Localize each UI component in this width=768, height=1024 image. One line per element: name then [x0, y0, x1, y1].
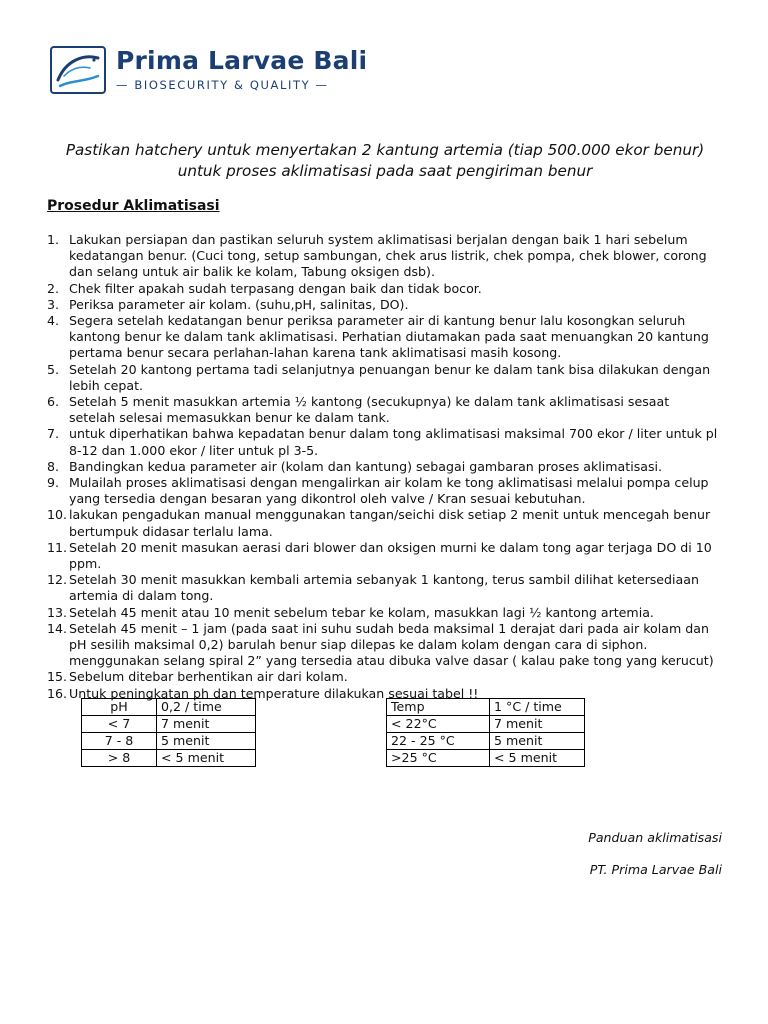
table-row — [82, 733, 256, 750]
step-text: Sebelum ditebar berhentikan air dari kolam. — [69, 669, 348, 685]
table-cell: < 5 menit — [490, 750, 585, 767]
step-number: 9. — [47, 475, 60, 491]
brand-name: Prima Larvae Bali — [116, 46, 368, 75]
step-number: 12. — [47, 572, 68, 588]
step-text: Untuk peningkatan ph dan temperature dilakukan sesuai tabel !! — [69, 685, 479, 701]
step-number: 15. — [47, 669, 68, 685]
table-header-row — [82, 699, 256, 716]
table-header-cell: Temp — [387, 699, 490, 716]
table-header-cell: pH — [82, 699, 157, 716]
table-header-row — [387, 699, 585, 716]
step-number: 5. — [47, 361, 60, 377]
step-number: 4. — [47, 313, 60, 329]
step-item — [47, 605, 719, 621]
step-text: lakukan pengadukan manual menggunakan tangan/seichi disk setiap 2 menit untuk mencegah benur bertumpuk didasar terlalu lama. — [69, 507, 711, 539]
temperature-table — [386, 698, 585, 767]
step-number: 10. — [47, 507, 68, 523]
section-title: Prosedur Aklimatisasi — [47, 198, 220, 214]
step-item — [47, 572, 719, 604]
table-cell: 22 - 25 °C — [387, 733, 490, 750]
table-cell: >25 °C — [387, 750, 490, 767]
step-text: Bandingkan kedua parameter air (kolam dan kantung) sebagai gambaran proses aklimatisasi. — [69, 458, 663, 474]
table-cell: 7 menit — [490, 716, 585, 733]
step-number: 14. — [47, 620, 68, 636]
step-number: 2. — [47, 280, 60, 296]
ph-table — [81, 698, 256, 767]
table-row — [387, 750, 585, 767]
step-text: Setelah 45 menit atau 10 menit sebelum tebar ke kolam, masukkan lagi ½ kantong artemia. — [69, 604, 654, 620]
step-item — [47, 281, 719, 297]
step-text: untuk diperhatikan bahwa kepadatan benur dalam tong aklimatisasi maksimal 700 ekor / liter untuk pl 8-12 dan 1.000 ekor / liter untuk pl 3-5. — [69, 426, 718, 458]
step-number: 7. — [47, 426, 60, 442]
step-item — [47, 459, 719, 475]
shrimp-logo-icon — [50, 46, 106, 94]
table-cell: < 22°C — [387, 716, 490, 733]
table-cell: < 7 — [82, 716, 157, 733]
brand-tagline: — BIOSECURITY & QUALITY — — [116, 78, 329, 92]
step-number: 16. — [47, 685, 68, 701]
table-row — [82, 716, 256, 733]
step-item — [47, 621, 719, 670]
step-item — [47, 669, 719, 685]
step-text: Mulailah proses aklimatisasi dengan mengalirkan air kolam ke tong aklimatisasi melalui pompa celup yang tersedia dengan besaran yang dikontrol oleh valve / Kran sesuai kebutuhan. — [69, 475, 709, 507]
step-text: Setelah 45 menit – 1 jam (pada saat ini suhu sudah beda maksimal 1 derajat dari pada air kolam dan pH sesilih maksimal 0,2) barulah benur siap dilepas ke dalam kolam dengan cara di siphon. menggunakan selang spiral 2” yang tersedia atau dibuka valve dasar ( kalau pake tong yang kerucut) — [69, 620, 714, 669]
step-number: 6. — [47, 394, 60, 410]
table-row — [387, 733, 585, 750]
step-text: Periksa parameter air kolam. (suhu,pH, salinitas, DO). — [69, 296, 409, 312]
table-cell: 5 menit — [157, 733, 256, 750]
step-item — [47, 426, 719, 458]
intro-note — [40, 140, 730, 182]
table-cell: > 8 — [82, 750, 157, 767]
footer-document-title: Panduan aklimatisasi — [588, 830, 722, 845]
step-item — [47, 540, 719, 572]
step-text: Chek filter apakah sudah terpasang dengan baik dan tidak bocor. — [69, 280, 482, 296]
step-text: Setelah 20 menit masukan aerasi dari blower dan oksigen murni ke dalam tong agar terjaga DO di 10 ppm. — [69, 539, 712, 572]
step-text: Setelah 5 menit masukkan artemia ½ kantong (secukupnya) ke dalam tank aklimatisasi sesaat setelah selesai memasukkan benur ke dalam tank. — [69, 394, 670, 426]
step-number: 8. — [47, 458, 60, 474]
step-number: 3. — [47, 296, 60, 312]
step-number: 13. — [47, 604, 68, 620]
step-item — [47, 362, 719, 394]
step-item — [47, 394, 719, 426]
step-text: Lakukan persiapan dan pastikan seluruh system aklimatisasi berjalan dengan baik 1 hari sebelum kedatangan benur. (Cuci tong, setup sambungan, chek arus listrik, chek pompa, chek blower, corong dan selang untuk air balik ke kolam, Tabung oksigen dsb). — [69, 232, 707, 280]
intro-line-1: Pastikan hatchery untuk menyertakan 2 kantung artemia (tiap 500.000 ekor benur) — [65, 141, 705, 159]
step-item — [47, 475, 719, 507]
procedure-steps — [47, 232, 719, 702]
footer-company-name: PT. Prima Larvae Bali — [589, 862, 722, 877]
table-cell: 5 menit — [490, 733, 585, 750]
table-row — [387, 716, 585, 733]
step-text: Segera setelah kedatangan benur periksa parameter air di kantung benur lalu kosongkan seluruh kantong benur ke dalam tank aklimatisasi. Perhatian diutamakan pada saat menuangkan 20 kantung pertama benur secara perlahan-lahan karena tank aklimatisasi masih kosong. — [69, 313, 709, 361]
table-cell: 7 menit — [157, 716, 256, 733]
step-number: 11. — [47, 539, 68, 555]
step-text: Setelah 20 kantong pertama tadi selanjutnya penuangan benur ke dalam tank bisa dilakukan dengan lebih cepat. — [69, 361, 711, 393]
step-item — [47, 313, 719, 362]
step-item — [47, 232, 719, 281]
step-item — [47, 297, 719, 313]
company-logo — [50, 46, 370, 96]
table-header-cell: 0,2 / time — [157, 699, 256, 716]
step-text: Setelah 30 menit masukkan kembali artemia sebanyak 1 kantong, terus sambil dilihat ketersediaan artemia di dalam tong. — [69, 572, 699, 604]
table-header-cell: 1 °C / time — [490, 699, 585, 716]
table-cell: 7 - 8 — [82, 733, 157, 750]
table-cell: < 5 menit — [157, 750, 256, 767]
table-row — [82, 750, 256, 767]
step-number: 1. — [47, 232, 60, 247]
intro-line-2: untuk proses aklimatisasi pada saat pengiriman benur — [177, 162, 593, 180]
step-item — [47, 507, 719, 539]
